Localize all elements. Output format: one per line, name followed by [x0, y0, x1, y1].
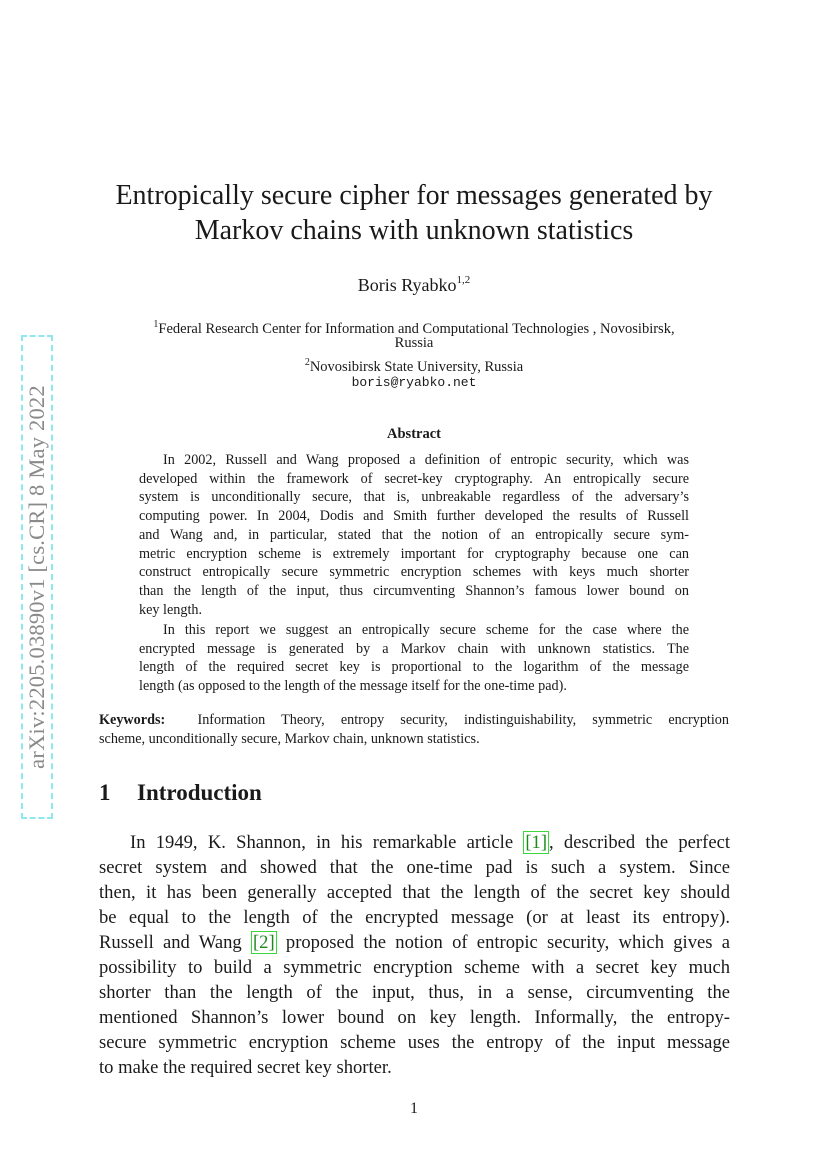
intro-line-5-text: Russell and Wang — [99, 932, 251, 953]
affiliation-1-text: Federal Research Center for Information and Computational Technologies , Novosibirsk, — [158, 320, 675, 337]
abstract-line: length (as opposed to the length of the message itself for the one-time pad). — [139, 678, 567, 695]
abstract-line: In this report we suggest an entropically secure scheme for the case where the — [163, 622, 689, 638]
intro-line: be equal to the length of the encrypted message (or at least its entropy). — [99, 907, 730, 928]
abstract-line: construct entropically secure symmetric encryption schemes with keys much shorter — [139, 564, 689, 581]
abstract-line: and Wang and, in particular, stated that the notion of an entropically secure sym- — [139, 526, 689, 543]
affiliation-2-mark: 2 — [304, 357, 310, 368]
intro-line: secret system and showed that the one-time pad is such a system. Since — [99, 857, 730, 878]
intro-line-1-text: In 1949, K. Shannon, in his remarkable article — [130, 832, 524, 853]
paper-title — [0, 178, 828, 248]
intro-line: then, it has been generally accepted that the length of the secret key should — [99, 882, 730, 903]
intro-paragraph — [99, 830, 730, 1080]
intro-line-1-end: , described the perfect — [549, 832, 730, 853]
affiliation-1-continued: Russia — [394, 335, 434, 351]
keywords-text-1: Information Theory, entropy security, indistinguishability, symmetric encryption — [197, 712, 729, 728]
arxiv-stamp — [21, 335, 53, 819]
keywords-label: Keywords: — [99, 712, 166, 728]
affiliation-1-mark: 1 — [153, 319, 159, 330]
abstract-line: computing power. In 2004, Dodis and Smith further developed the results of Russell — [139, 508, 689, 525]
abstract-line: metric encryption scheme is extremely important for cryptography because one can — [139, 545, 689, 562]
intro-line: possibility to build a symmetric encryption scheme with a secret key much — [99, 957, 730, 978]
keywords-line-2: scheme, unconditionally secure, Markov chain, unknown statistics. — [99, 731, 480, 747]
keywords — [99, 711, 729, 749]
section-heading — [99, 780, 262, 806]
abstract-paragraph-1 — [139, 451, 689, 619]
intro-line — [99, 830, 730, 855]
citation-link-1[interactable]: [1] — [525, 832, 548, 853]
author — [0, 275, 828, 296]
keywords-line-1 — [99, 711, 729, 730]
intro-line: secure symmetric encryption scheme uses the entropy of the input message — [99, 1032, 730, 1053]
intro-line-5-end: proposed the notion of entropic security, which gives a — [276, 932, 730, 953]
author-name: Boris Ryabko — [357, 275, 457, 295]
title-line-2: Markov chains with unknown statistics — [194, 215, 634, 246]
abstract-line: key length. — [139, 601, 203, 618]
affiliation-2-text: Novosibirsk State University, Russia — [309, 358, 524, 375]
abstract-line: encrypted message is generated by a Markov chain with unknown statistics. The — [139, 640, 689, 657]
abstract-line: than the length of the input, thus circumventing Shannon’s famous lower bound on — [139, 582, 689, 599]
abstract-line: system is unconditionally secure, that is, unbreakable regardless of the adversary’s — [139, 489, 689, 506]
author-email[interactable]: boris@ryabko.net — [351, 375, 477, 390]
abstract-line: In 2002, Russell and Wang proposed a definition of entropic security, which was — [163, 452, 689, 468]
intro-line — [99, 930, 730, 955]
abstract-heading: Abstract — [387, 426, 441, 442]
abstract-paragraph-2 — [139, 621, 689, 696]
abstract-line: length of the required secret key is proportional to the logarithm of the message — [139, 659, 689, 676]
title-line-1: Entropically secure cipher for messages generated by — [115, 180, 713, 211]
arxiv-identifier: arXiv:2205.03890v1 [cs.CR] 8 May 2022 — [24, 385, 49, 769]
author-affiliation-marks: 1,2 — [456, 274, 471, 286]
abstract-line: developed within the framework of secret-key cryptography. An entropically secure — [139, 470, 689, 487]
intro-line: shorter than the length of the input, thus, in a sense, circumventing the — [99, 982, 730, 1003]
intro-line: mentioned Shannon’s lower bound on key length. Informally, the entropy- — [99, 1007, 730, 1028]
intro-line: to make the required secret key shorter. — [99, 1057, 392, 1078]
section-number: 1 — [99, 780, 111, 805]
citation-link-2[interactable]: [2] — [252, 932, 275, 953]
section-title: Introduction — [137, 780, 262, 805]
page-number: 1 — [410, 1100, 418, 1117]
